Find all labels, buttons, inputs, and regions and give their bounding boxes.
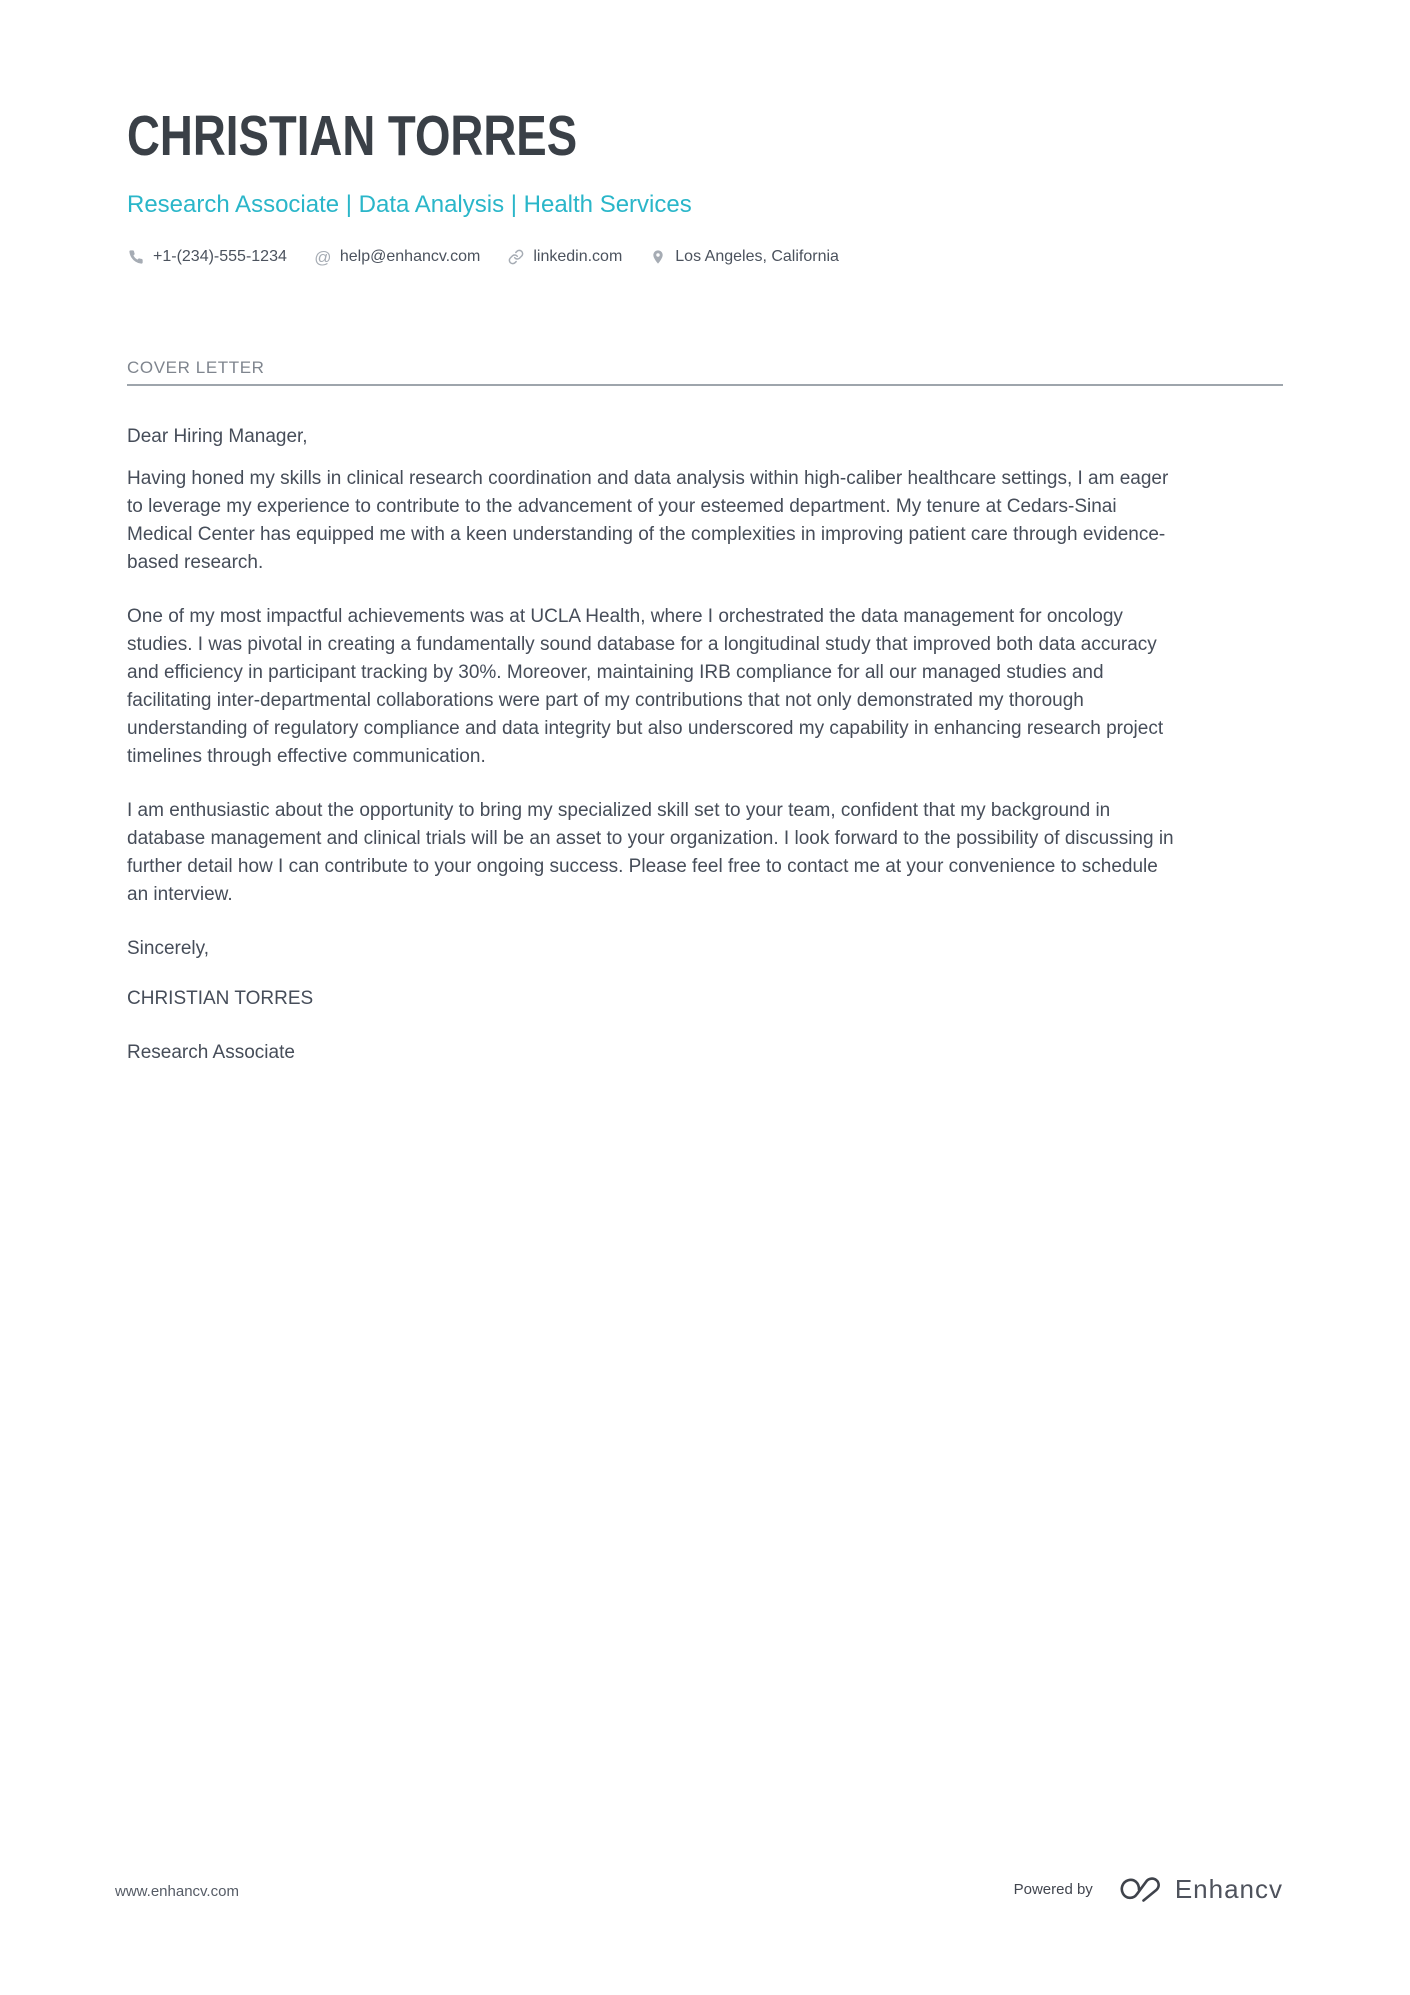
enhancv-brand-link[interactable]: [1115, 1872, 1283, 1906]
signature-title: Research Associate: [127, 1042, 295, 1063]
link-icon: [507, 248, 525, 266]
contact-row: [127, 248, 839, 266]
contact-phone-text: +1-(234)-555-1234: [153, 248, 287, 265]
salutation: Dear Hiring Manager,: [127, 426, 308, 447]
paragraph-2: One of my most impactful achievements was at UCLA Health, where I orchestrated the data management for oncology studies. I was pivotal in creating a fundamentally sound database for a longitudinal study that improved both data accuracy and efficiency in participant tracking by 30%. Moreover, maintaining IRB compliance for all our managed studies and facilitating inter-departmental collaborations were part of my contributions that not only demonstrated my thorough understanding of regulatory compliance and data integrity but also underscored my capability in enhancing research project timelines through effective communication.: [127, 606, 1164, 767]
person-job-title: Research Associate | Data Analysis | Health Services: [127, 191, 692, 218]
powered-by-label: Powered by: [1013, 1880, 1093, 1898]
letter-body: [127, 423, 1283, 1067]
contact-phone[interactable]: [127, 248, 287, 266]
section-label-cover-letter: COVER LETTER: [127, 358, 265, 377]
enhancv-logo-icon: [1115, 1872, 1165, 1906]
at-icon: @: [314, 247, 332, 267]
enhancv-wordmark: Enhancv: [1174, 1873, 1283, 1904]
contact-link-text: linkedin.com: [533, 248, 623, 265]
contact-email[interactable]: [314, 248, 480, 266]
paragraph-1: Having honed my skills in clinical research coordination and data analysis within high-caliber healthcare settings, I am eager to leverage my experience to contribute to the advancement of your esteemed department. My tenure at Cedars-Sinai Medical Center has equipped me with a keen understanding of the complexities in improving patient care through evidence-based research.: [127, 468, 1169, 573]
contact-link[interactable]: [507, 248, 622, 266]
footer-website-link[interactable]: www.enhancv.com: [115, 1883, 239, 1900]
phone-icon: [127, 248, 145, 266]
closing: Sincerely,: [127, 938, 210, 959]
contact-email-text: help@enhancv.com: [339, 248, 481, 265]
footer-branding: [1014, 1872, 1283, 1906]
person-name: CHRISTIAN TORRES: [127, 104, 578, 168]
contact-location-text: Los Angeles, California: [675, 248, 839, 265]
location-pin-icon: [649, 248, 667, 266]
paragraph-3: I am enthusiastic about the opportunity to bring my specialized skill set to your team, confident that my background in database management and clinical trials will be an asset to your organization. I look forward to the possibility of discussing in further detail how I can contribute to your ongoing success. Please feel free to contact me at your convenience to schedule an interview.: [127, 800, 1174, 905]
section-divider: [127, 384, 1283, 386]
signature-name: CHRISTIAN TORRES: [127, 988, 314, 1009]
contact-location: [649, 248, 839, 266]
